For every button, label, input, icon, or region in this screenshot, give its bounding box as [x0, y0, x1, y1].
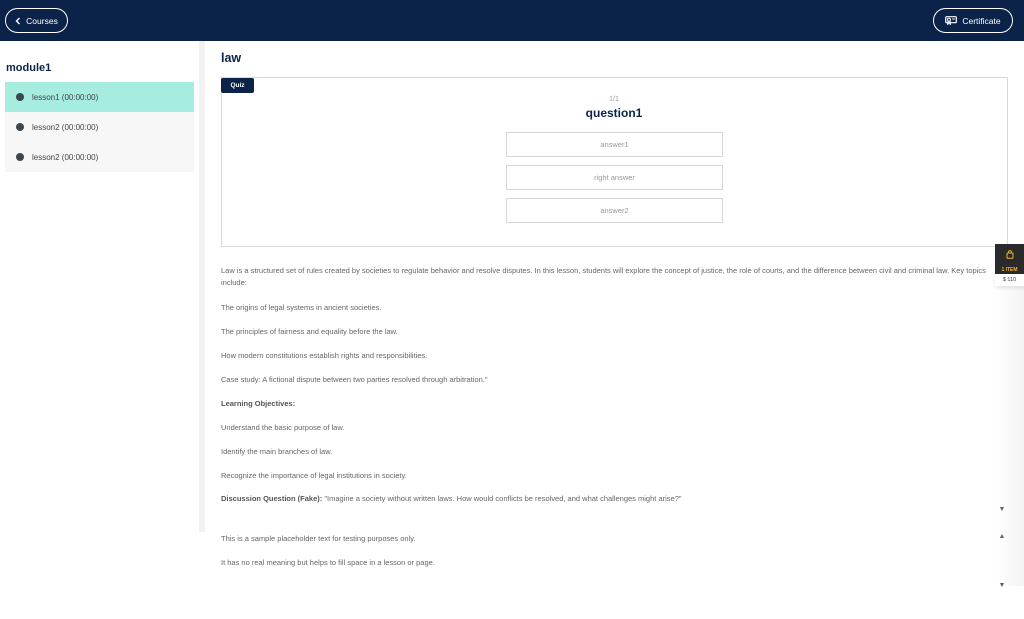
lesson-paragraph: Law is a structured set of rules created by societies to regulate behavior and resolve disputes. In this lesson, students will explore the concept of justice, the role of courts, and the difference between civil and criminal law. Key topics include:: [221, 266, 986, 287]
courses-button-label: Courses: [26, 15, 58, 26]
lesson-paragraph: The origins of legal systems in ancient societies.: [221, 303, 382, 312]
scroll-up-icon[interactable]: ▲: [998, 533, 1006, 540]
sidebar-scroll-rail: [199, 41, 205, 532]
lesson-paragraph: Identify the main branches of law.: [221, 447, 333, 456]
lesson-label: lesson2 (00:00:00): [32, 152, 99, 162]
lesson-title: law: [221, 51, 242, 65]
learning-objectives-label: Learning Objectives:: [221, 399, 296, 408]
lesson-item[interactable]: [5, 112, 194, 142]
lesson-label: lesson2 (00:00:00): [32, 122, 99, 132]
lesson-paragraph: It has no real meaning but helps to fill space in a lesson or page.: [221, 558, 435, 567]
module-title: module1: [6, 62, 52, 74]
lesson-status-dot-icon: [16, 93, 24, 101]
question-title: question1: [585, 106, 643, 120]
lesson-item[interactable]: [5, 142, 194, 172]
lesson-item[interactable]: [5, 82, 194, 112]
answer-option[interactable]: answer1: [506, 132, 723, 157]
lesson-status-dot-icon: [16, 153, 24, 161]
cart-panel-shadow: [996, 286, 1024, 586]
lesson-paragraph: This is a sample placeholder text for testing purposes only.: [221, 534, 416, 543]
learning-objectives-heading: [221, 398, 991, 410]
cart-item-count: 1 ITEM: [1001, 266, 1018, 273]
discussion-label: Discussion Question (Fake):: [221, 494, 323, 503]
lesson-paragraph: How modern constitutions establish rights and responsibilities.: [221, 351, 428, 360]
certificate-button[interactable]: [933, 8, 1013, 33]
lesson-paragraph: Recognize the importance of legal institutions in society.: [221, 471, 407, 480]
cart-widget[interactable]: [995, 244, 1024, 274]
certificate-button-label: Certificate: [962, 15, 1001, 26]
lesson-status-dot-icon: [16, 123, 24, 131]
lesson-paragraph: Case study: A fictional dispute between two parties resolved through arbitration.": [221, 375, 488, 384]
top-navigation-bar: [0, 0, 1024, 41]
discussion-text: "Imagine a society without written laws. How would conflicts be resolved, and what challenges might arise?": [322, 494, 682, 503]
question-counter: 1/1: [609, 96, 619, 103]
answer-option[interactable]: right answer: [506, 165, 723, 190]
courses-back-button[interactable]: [5, 8, 68, 33]
lesson-list: [5, 82, 194, 172]
lesson-paragraph: Understand the basic purpose of law.: [221, 423, 345, 432]
lesson-label: lesson1 (00:00:00): [32, 92, 99, 102]
answer-option[interactable]: answer2: [506, 198, 723, 223]
discussion-question: [221, 493, 991, 505]
lesson-paragraph: The principles of fairness and equality before the law.: [221, 327, 398, 336]
quiz-tag: Quiz: [221, 78, 254, 93]
scroll-down-icon[interactable]: ▼: [998, 506, 1006, 513]
shopping-bag-icon: [1006, 246, 1014, 264]
cart-total-price: $ 110: [995, 274, 1024, 286]
certificate-icon: [945, 16, 957, 25]
chevron-left-icon: [15, 17, 21, 25]
scroll-down-icon[interactable]: ▼: [998, 582, 1006, 589]
